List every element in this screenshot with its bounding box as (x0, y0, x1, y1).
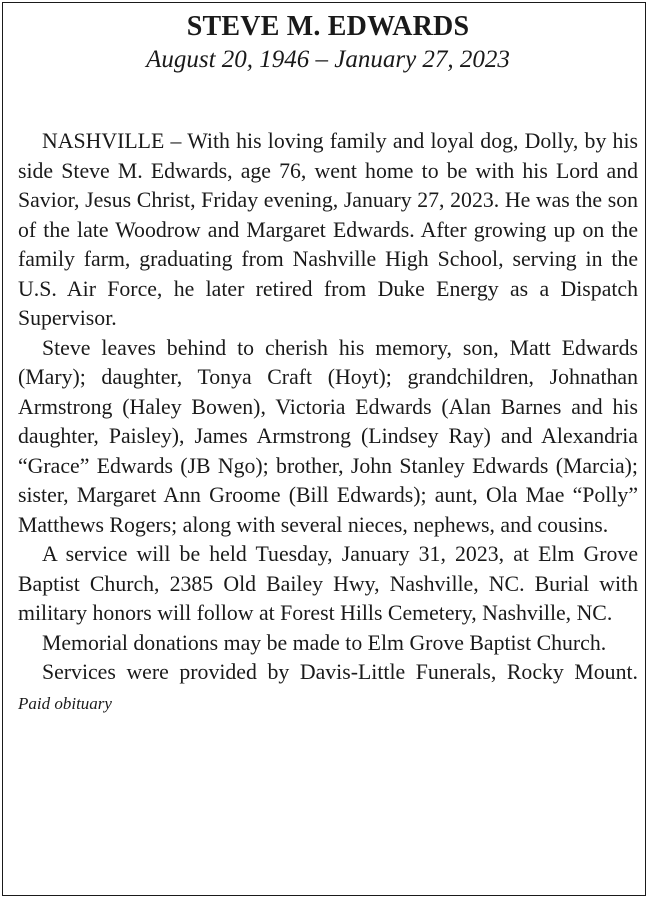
paid-obituary-note: Paid obituary (18, 693, 112, 713)
services-provider-text: Services were provided by Davis-Little Funerals, Rocky Mount. (42, 660, 638, 684)
obituary-dates: August 20, 1946 – January 27, 2023 (146, 46, 510, 73)
paragraph-services-provider (18, 658, 638, 718)
obituary-content (18, 9, 638, 718)
obituary-name: STEVE M. EDWARDS (186, 11, 470, 42)
obituary-frame (2, 2, 646, 896)
paragraph-service: A service will be held Tuesday, January 31, 2023, at Elm Grove Baptist Church, 2385 Old Bailey Hwy, Nashville, NC. Burial with military honors will follow at Forest Hills Cemetery, Nashville, NC. (18, 542, 638, 625)
paragraph-memorial: Memorial donations may be made to Elm Grove Baptist Church. (42, 630, 607, 655)
obituary-body (18, 127, 638, 718)
paragraph-intro: NASHVILLE – With his loving family and loyal dog, Dolly, by his side Steve M. Edwards, age 76, went home to be with his Lord and Savior, Jesus Christ, Friday evening, January 27, 2023. He was the son of the late Woodrow and Margaret Edwards. After growing up on the family farm, graduating from Nashville High School, serving in the U.S. Air Force, he later retired from Duke Energy as a Dispatch Supervisor. (18, 129, 638, 330)
paragraph-survivors: Steve leaves behind to cherish his memory, son, Matt Edwards (Mary); daughter, Tonya Craft (Hoyt); grandchildren, Johnathan Armstrong (Haley Bowen), Victoria Edwards (Alan Barnes and his daughter, Paisley), James Armstrong (Lindsey Ray) and Alexandria “Grace” Edwards (JB Ngo); brother, John Stanley Edwards (Marcia); sister, Margaret Ann Groome (Bill Edwards); aunt, Ola Mae “Polly” Matthews Rogers; along with several nieces, nephews, and cousins. (18, 335, 638, 537)
